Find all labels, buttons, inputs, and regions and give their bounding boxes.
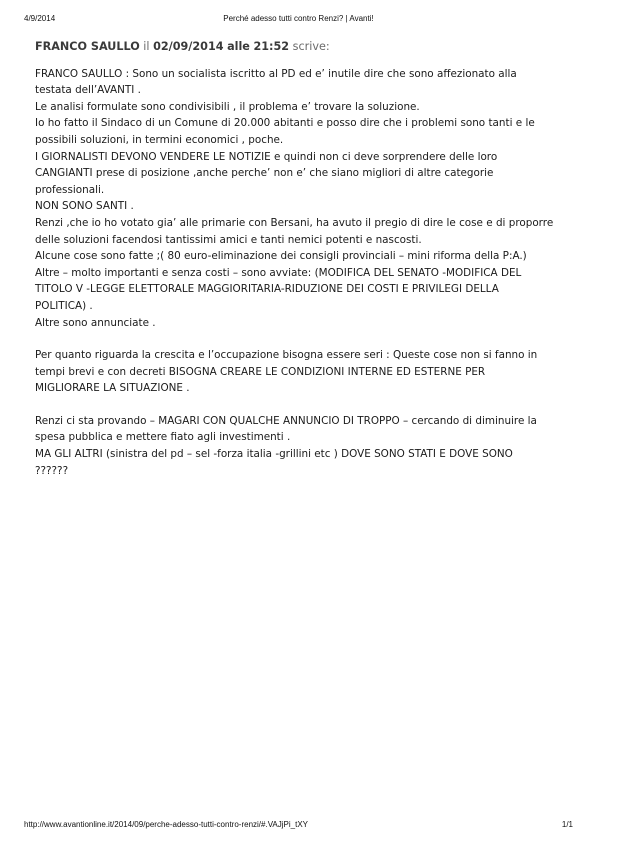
comment-line: FRANCO SAULLO : Sono un socialista iscritto al PD ed e’ inutile dire che sono affezionato alla — [35, 67, 517, 80]
print-footer — [24, 820, 573, 832]
comment-line: I GIORNALISTI DEVONO VENDERE LE NOTIZIE e quindi non ci deve sorprendere delle loro — [35, 150, 498, 163]
comment-line: Alcune cose sono fatte ;( 80 euro-eliminazione dei consigli provinciali – mini riforma della P:A.) — [35, 250, 527, 263]
print-page-title: Perché adesso tutti contro Renzi? | Avanti! — [223, 14, 374, 23]
print-header — [24, 14, 573, 26]
comment-scrive: scrive: — [292, 40, 330, 53]
comment-line: MA GLI ALTRI (sinistra del pd – sel -forza italia -grillini etc ) DOVE SONO STATI E DOVE SONO — [35, 448, 513, 461]
comment-line: MIGLIORARE LA SITUAZIONE . — [35, 382, 190, 395]
comment-alle: alle — [227, 40, 250, 53]
comment-line: Altre – molto importanti e senza costi – sono avviate: (MODIFICA DEL SENATO -MODIFICA DEL — [35, 266, 522, 279]
comment-paragraph — [35, 347, 555, 397]
comment-meta — [35, 39, 555, 56]
comment-line: delle soluzioni facendosi tantissimi amici e tanti nemici potenti e nascosti. — [35, 233, 422, 246]
comment-line: Renzi ci sta provando – MAGARI CON QUALCHE ANNUNCIO DI TROPPO – cercando di diminuire la — [35, 414, 537, 427]
comment-line: tempi brevi e con decreti BISOGNA CREARE LE CONDIZIONI INTERNE ED ESTERNE PER — [35, 365, 486, 378]
comment-line: professionali. — [35, 183, 105, 196]
comment-author: FRANCO SAULLO — [35, 40, 140, 53]
comment-line: possibili soluzioni, in termini economici , poche. — [35, 133, 284, 146]
comment-paragraph — [35, 413, 555, 479]
comment-line: NON SONO SANTI . — [35, 200, 134, 213]
comment-line: Renzi ,che io ho votato gia’ alle primarie con Bersani, ha avuto il pregio di dire le cose e di proporre — [35, 216, 554, 229]
comment-body — [35, 66, 555, 480]
comment-line: Altre sono annunciate . — [35, 316, 156, 329]
comment-line: CANGIANTI prese di posizione ,anche perche’ non e’ che siano migliori di altre categorie — [35, 167, 494, 180]
comment — [35, 39, 555, 495]
comment-line: testata dell’AVANTI . — [35, 84, 141, 97]
comment-line: TITOLO V -LEGGE ELETTORALE MAGGIORITARIA-RIDUZIONE DEI COSTI E PRIVILEGI DELLA — [35, 283, 499, 296]
comment-paragraph — [35, 66, 555, 332]
comment-date: 02/09/2014 — [153, 40, 224, 53]
comment-line: POLITICA) . — [35, 299, 93, 312]
comment-line: Le analisi formulate sono condivisibili , il problema e’ trovare la soluzione. — [35, 100, 420, 113]
comment-line: Io ho fatto il Sindaco di un Comune di 20.000 abitanti e posso dire che i problemi sono tanti e le — [35, 117, 535, 130]
print-date: 4/9/2014 — [24, 14, 56, 23]
print-page-number: 1/1 — [561, 820, 573, 829]
comment-line: spesa pubblica e mettere fiato agli investimenti . — [35, 431, 291, 444]
comment-line: ?????? — [35, 464, 69, 477]
comment-time: 21:52 — [253, 40, 290, 53]
comment-il: il — [143, 40, 150, 53]
comment-line: Per quanto riguarda la crescita e l’occupazione bisogna essere seri : Queste cose non si fanno in — [35, 349, 538, 362]
print-url: http://www.avantionline.it/2014/09/perche-adesso-tutti-contro-renzi/#.VAJjPi_tXY — [24, 820, 308, 829]
